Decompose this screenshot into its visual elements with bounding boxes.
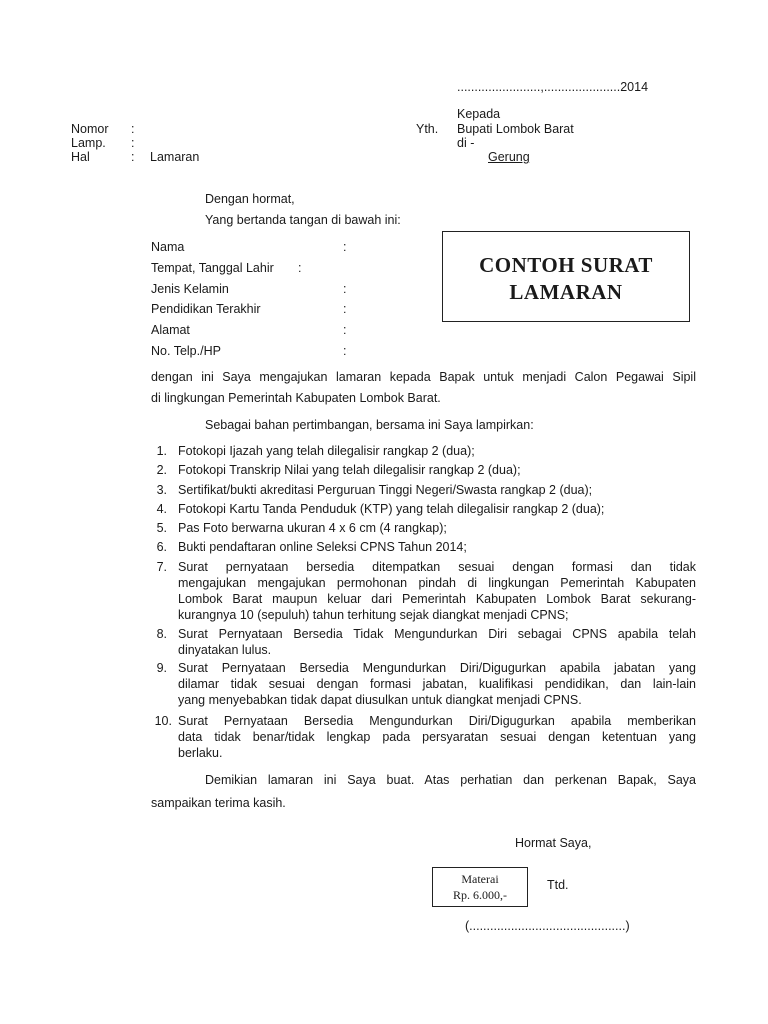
kepada-label: Kepada: [457, 107, 501, 121]
field-colon: :: [343, 282, 347, 296]
nomor-label: Nomor: [71, 122, 109, 136]
field-colon: :: [343, 240, 347, 254]
list-number: 7.: [156, 560, 167, 574]
lamp-colon: :: [131, 136, 135, 150]
field-label-jenis-kelamin: Jenis Kelamin: [151, 282, 229, 296]
list-item: Fotokopi Kartu Tanda Penduduk (KTP) yang telah dilegalisir rangkap 2 (dua);: [178, 502, 605, 516]
field-label-alamat: Alamat: [151, 323, 190, 337]
closing-line: Demikian lamaran ini Saya buat. Atas perhatian dan perkenan Bapak, Saya: [205, 773, 696, 787]
lamp-label: Lamp.: [71, 136, 106, 150]
list-number: 9.: [156, 661, 167, 675]
di-label: di -: [457, 136, 475, 150]
title-line-1: CONTOH SURAT: [479, 253, 653, 277]
closing-line: sampaikan terima kasih.: [151, 796, 286, 810]
field-label-nama: Nama: [151, 240, 185, 254]
field-colon: :: [343, 302, 347, 316]
field-label-pendidikan: Pendidikan Terakhir: [151, 302, 261, 316]
list-number: 3.: [156, 483, 167, 497]
field-colon: :: [343, 323, 347, 337]
field-colon: :: [298, 261, 302, 275]
intro-line: Yang bertanda tangan di bawah ini:: [205, 213, 401, 227]
list-item: Pas Foto berwarna ukuran 4 x 6 cm (4 rangkap);: [178, 521, 447, 535]
list-item: Surat pernyataan bersedia ditempatkan sesuai dengan formasi dan tidak mengajukan mengajukan permohonan pindah di lingkungan Pemerintah Kabupaten Lombok Barat maupun keluar dari Pemerintah Kabupaten Lombok Barat sekurang- kurangnya 10 (sepuluh) tahun terhitung sejak diangkat menjadi CPNS;: [178, 560, 696, 622]
list-number: 8.: [156, 627, 167, 641]
materai-stamp-box: [432, 867, 528, 907]
list-item: Surat Pernyataan Bersedia Tidak Mengundurkan Diri sebagai CPNS apabila telah dinyatakan lulus.: [178, 627, 696, 657]
nomor-colon: :: [131, 122, 135, 136]
list-number: 6.: [156, 540, 167, 554]
signature-line: (.............................................): [465, 919, 630, 933]
field-colon: :: [343, 344, 347, 358]
list-item: Surat Pernyataan Bersedia Mengundurkan Diri/Digugurkan apabila memberikan data tidak benar/tidak lengkap pada persyaratan sesuai dengan ketentuan yang berlaku.: [178, 714, 696, 760]
date-line: ........................,......................2014: [457, 80, 649, 94]
materai-value: Rp. 6.000,-: [453, 888, 507, 902]
list-item: Surat Pernyataan Bersedia Mengundurkan Diri/Digugurkan apabila jabatan yang dilamar tidak sesuai dengan formasi jabatan, kualifikasi pendidikan, dan lain-lain yang menyebabkan tidak dapat diusulkan untuk diangkat menjadi CPNS.: [178, 661, 696, 707]
list-number: 5.: [156, 521, 167, 535]
list-item: Fotokopi Transkrip Nilai yang telah dilegalisir rangkap 2 (dua);: [178, 463, 521, 477]
materai-label: Materai: [461, 872, 499, 886]
closing-paragraph: [151, 773, 696, 812]
title-box: [442, 231, 690, 322]
attachments-intro: Sebagai bahan pertimbangan, bersama ini Saya lampirkan:: [205, 418, 534, 432]
hal-colon: :: [131, 150, 135, 164]
hal-value: Lamaran: [150, 150, 200, 164]
list-number: 1.: [156, 444, 167, 458]
paragraph-line: dengan ini Saya mengajukan lamaran kepada Bapak untuk menjadi Calon Pegawai Sipil: [151, 370, 696, 384]
list-item: Bukti pendaftaran online Seleksi CPNS Tahun 2014;: [178, 540, 467, 554]
field-label-telp: No. Telp./HP: [151, 344, 221, 358]
paragraph-line: di lingkungan Pemerintah Kabupaten Lombok Barat.: [151, 391, 441, 405]
title-line-2: LAMARAN: [509, 280, 623, 304]
yth-label: Yth.: [416, 122, 439, 136]
list-number: 2.: [156, 463, 167, 477]
list-item: Fotokopi Ijazah yang telah dilegalisir rangkap 2 (dua);: [178, 444, 475, 458]
recipient-place: Gerung: [488, 150, 530, 164]
hal-label: Hal: [71, 150, 90, 164]
list-number: 4.: [156, 502, 167, 516]
regards: Hormat Saya,: [515, 836, 592, 850]
greeting: Dengan hormat,: [205, 192, 295, 206]
list-item: Sertifikat/bukti akreditasi Perguruan Tinggi Negeri/Swasta rangkap 2 (dua);: [178, 483, 593, 497]
recipient-name: Bupati Lombok Barat: [457, 122, 574, 136]
field-label-ttl: Tempat, Tanggal Lahir: [151, 261, 274, 275]
paragraph-application: [151, 370, 696, 407]
list-number: 10.: [154, 714, 172, 728]
ttd-label: Ttd.: [547, 878, 569, 892]
